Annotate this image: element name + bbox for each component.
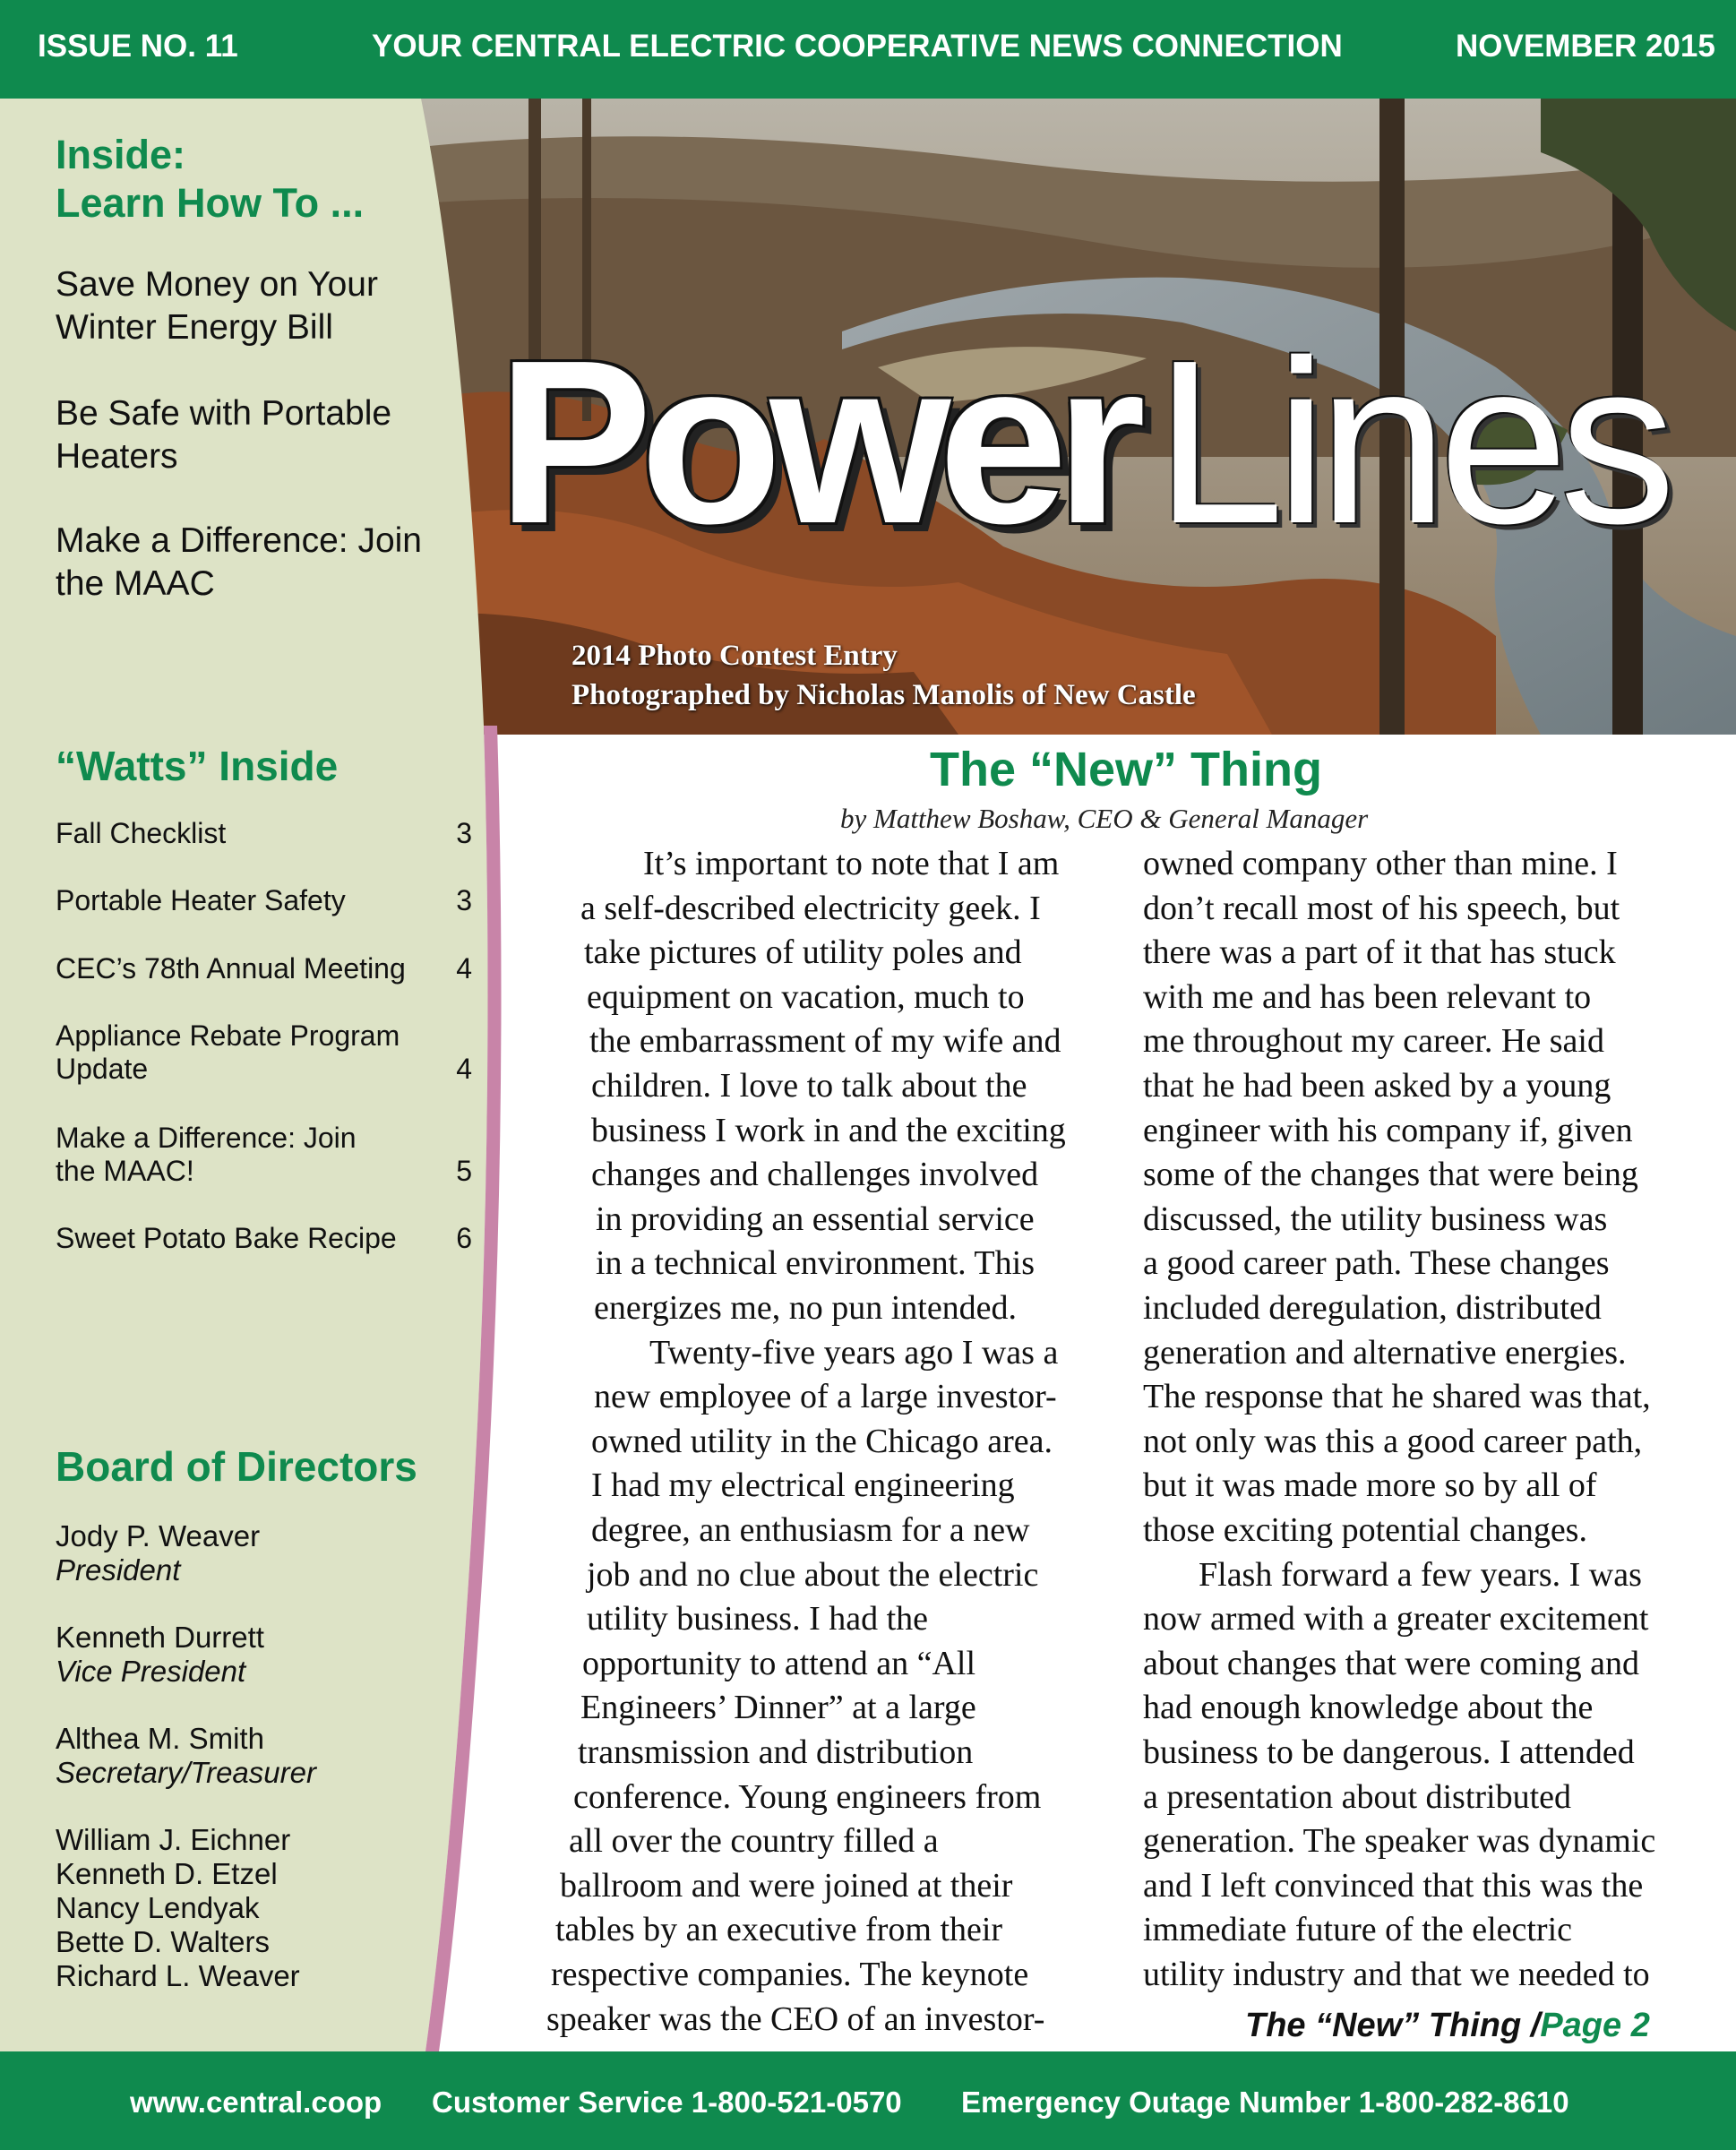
header-tagline: YOUR CENTRAL ELECTRIC COOPERATIVE NEWS CONNECTION (372, 29, 1343, 64)
toc-item[interactable]: CEC’s 78th Annual Meeting 4 (56, 952, 472, 985)
article-line: engineer with his company if, given (1143, 1111, 1633, 1149)
article-line: discussed, the utility business was (1143, 1200, 1608, 1238)
toc-item[interactable]: Make a Difference: Join the MAAC! 5 (56, 1122, 472, 1187)
article-line: all over the country filled a (569, 1822, 939, 1861)
article-line: Engineers’ Dinner” at a large (580, 1689, 976, 1727)
toc-item[interactable]: Appliance Rebate Program Update 4 (56, 1019, 472, 1085)
article-line: those exciting potential changes. (1143, 1511, 1587, 1549)
director-list: William J. Eichner Kenneth D. Etzel Nancy Lendyak Bette D. Walters Richard L. Weaver (56, 1823, 300, 1992)
article-line: business to be dangerous. I attended (1143, 1733, 1635, 1771)
issue-date: NOVEMBER 2015 (1456, 29, 1715, 64)
article-title: The “New” Thing (930, 743, 1322, 796)
continued-link[interactable]: The “New” Thing /Page 2 (1245, 2007, 1650, 2044)
article-line: ballroom and were joined at their (560, 1866, 1013, 1905)
article-line: owned utility in the Chicago area. (591, 1422, 1053, 1460)
article-line: a self-described electricity geek. I (580, 889, 1041, 927)
article-line: children. I love to talk about the (591, 1067, 1027, 1105)
article-line: the embarrassment of my wife and (589, 1022, 1061, 1061)
issue-number: ISSUE NO. 11 (38, 29, 238, 64)
toc-item[interactable]: Fall Checklist 3 (56, 817, 472, 849)
article-line: opportunity to attend an “All (582, 1644, 976, 1682)
article-line: in a technical environment. This (596, 1244, 1035, 1283)
toc-page-number: 3 (456, 817, 472, 849)
article-line: transmission and distribution (578, 1733, 974, 1771)
article-line: not only was this a good career path, (1143, 1422, 1643, 1460)
toc-page-number: 4 (456, 952, 472, 985)
article-line: that he had been asked by a young (1143, 1067, 1611, 1105)
article-line: and I left convinced that this was the (1143, 1866, 1644, 1905)
article-line: a good career path. These changes (1143, 1244, 1610, 1283)
watts-inside-heading: “Watts” Inside (56, 743, 339, 789)
article-line: included deregulation, distributed (1143, 1289, 1602, 1327)
continued-page: Page 2 (1540, 2007, 1650, 2044)
article-line: a presentation about distributed (1143, 1777, 1572, 1816)
learn-item[interactable]: Be Safe with Portable Heaters (56, 394, 392, 476)
article-line: Twenty-five years ago I was a (649, 1333, 1059, 1372)
director-entry: Kenneth Durrett Vice President (56, 1621, 264, 1688)
article-line: equipment on vacation, much to (587, 977, 1025, 1016)
article-line: I had my electrical engineering (591, 1466, 1015, 1505)
outage-phone[interactable]: Emergency Outage Number 1-800-282-8610 (961, 2086, 1569, 2119)
article-line: Flash forward a few years. I was (1199, 1555, 1642, 1594)
toc-page-number: 4 (456, 1053, 472, 1085)
article-line: energizes me, no pun intended. (594, 1289, 1018, 1327)
article-line: some of the changes that were being (1143, 1156, 1638, 1194)
article-line: respective companies. The keynote (551, 1956, 1029, 1993)
toc-page-number: 5 (456, 1155, 472, 1187)
article-line: The response that he shared was that, (1143, 1378, 1651, 1416)
photo-caption-line1: 2014 Photo Contest Entry (572, 640, 898, 672)
photo-caption-line2: Photographed by Nicholas Manolis of New Castle (572, 679, 1196, 711)
inside-heading: Inside: Learn How To ... (56, 132, 365, 226)
article-line: generation and alternative energies. (1143, 1333, 1627, 1372)
article-line: in providing an essential service (596, 1200, 1035, 1238)
learn-item[interactable]: Save Money on Your Winter Energy Bill (56, 265, 378, 347)
article-line: don’t recall most of his speech, but (1143, 889, 1620, 927)
header-bar (0, 0, 1736, 99)
director-entry: Althea M. Smith Secretary/Treasurer (56, 1722, 316, 1789)
masthead-logo (497, 309, 1667, 577)
article-line: degree, an enthusiasm for a new (591, 1511, 1030, 1549)
article-line: there was a part of it that has stuck (1143, 933, 1616, 972)
article-line: but it was made more so by all of (1143, 1466, 1597, 1505)
toc-item[interactable]: Portable Heater Safety 3 (56, 884, 472, 916)
article-line: immediate future of the electric (1143, 1911, 1572, 1949)
article-line: conference. Young engineers from (573, 1777, 1042, 1816)
article-line: generation. The speaker was dynamic (1143, 1822, 1656, 1861)
toc-page-number: 6 (456, 1222, 472, 1254)
customer-service-phone[interactable]: Customer Service 1-800-521-0570 (432, 2086, 902, 2119)
toc-page-number: 3 (456, 884, 472, 916)
director-entry: Jody P. Weaver President (56, 1519, 261, 1587)
article-line: me throughout my career. He said (1143, 1022, 1604, 1061)
article-line: It’s important to note that I am (643, 845, 1060, 882)
website-link[interactable]: www.central.coop (130, 2086, 382, 2119)
article-line: business I work in and the exciting (591, 1111, 1066, 1149)
article-line: with me and has been relevant to (1143, 977, 1592, 1016)
article-line: utility industry and that we needed to (1143, 1956, 1650, 1993)
learn-item[interactable]: Make a Difference: Join the MAAC (56, 521, 422, 603)
masthead-word-power: Power (497, 313, 1134, 572)
article-line: changes and challenges involved (591, 1156, 1039, 1194)
article-line: take pictures of utility poles and (584, 933, 1022, 972)
article-line: speaker was the CEO of an investor- (546, 2000, 1045, 2038)
toc-item[interactable]: Sweet Potato Bake Recipe 6 (56, 1222, 472, 1254)
article-line: utility business. I had the (587, 1600, 929, 1638)
footer-bar (0, 2051, 1736, 2150)
article-line: now armed with a greater excitement (1143, 1600, 1649, 1638)
article-line: tables by an executive from their (555, 1911, 1003, 1949)
article-line: owned company other than mine. I (1143, 845, 1618, 882)
board-heading: Board of Directors (56, 1443, 417, 1490)
masthead-word-lines: Lines (1155, 313, 1667, 572)
article-line: new employee of a large investor- (594, 1378, 1057, 1416)
article-line: job and no clue about the electric (587, 1555, 1039, 1594)
article-line: about changes that were coming and (1143, 1644, 1639, 1682)
article-line: had enough knowledge about the (1143, 1689, 1594, 1727)
article-byline: by Matthew Boshaw, CEO & General Manager (840, 803, 1369, 834)
